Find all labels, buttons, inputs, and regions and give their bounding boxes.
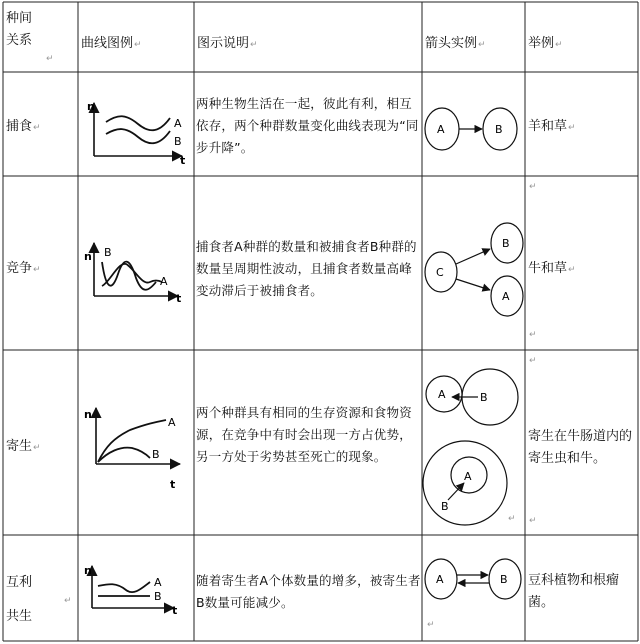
node-label-b: B	[495, 123, 503, 136]
node-label-a: A	[436, 573, 444, 586]
para-mark: ↵	[427, 620, 435, 630]
node-label-a: A	[502, 290, 510, 303]
row-1-example: 羊和草↵	[528, 119, 576, 134]
arrow-example-row-3	[423, 369, 518, 525]
row-4-relation: 互利共生	[6, 575, 33, 624]
row-2-description: 捕食者A种群的数量和被捕食者B种群的数量呈周期性波动，且捕食者数量高峰变动滞后于被捕食者。	[196, 239, 417, 298]
curve-label-b: B	[104, 246, 112, 259]
curve-label-b: B	[152, 448, 160, 461]
para-mark: ↵	[529, 516, 537, 526]
row-1-relation: 捕食↵	[6, 119, 41, 134]
row-2-example: 牛和草↵	[528, 261, 576, 276]
curve-label-a: A	[160, 275, 168, 288]
node-label-b: B	[500, 573, 508, 586]
curve-label-b: B	[154, 590, 162, 603]
node-label-b: B	[502, 237, 510, 250]
node-label-a: A	[464, 470, 472, 483]
row-3-example: 寄生在牛肠道内的寄生虫和牛。	[528, 429, 633, 466]
row-2-relation: 竞争↵	[6, 261, 41, 276]
axis-label-t: t	[180, 154, 186, 167]
axis-label-t: t	[170, 478, 176, 491]
row-4-example: 豆科植物和根瘤菌。	[528, 573, 620, 610]
curve-label-a: A	[174, 117, 182, 130]
para-mark: ↵	[508, 514, 516, 524]
para-mark: ↵	[529, 356, 537, 366]
axis-label-t: t	[176, 292, 182, 305]
node-label-a: A	[438, 388, 446, 401]
axis-label-n: n	[84, 250, 92, 263]
para-mark: ↵	[46, 54, 54, 64]
para-mark: ↵	[529, 330, 537, 340]
para-mark: ↵	[64, 596, 72, 606]
axis-label-n: n	[84, 564, 92, 577]
node-label-b: B	[480, 391, 488, 404]
arrow-example-row-2	[425, 223, 523, 316]
para-mark: ↵	[529, 182, 537, 192]
header-description: 图示说明↵	[197, 36, 258, 51]
node-label-b: B	[441, 500, 449, 513]
curve-graph-row-4	[84, 564, 177, 617]
header-relation: 种间关系	[6, 11, 33, 48]
curve-graph-row-1	[87, 100, 185, 167]
node-label-c: C	[436, 266, 444, 279]
row-3-relation: 寄生↵	[6, 439, 41, 454]
header-curve: 曲线图例↵	[81, 36, 142, 51]
axis-label-n: n	[84, 408, 92, 421]
curve-label-b: B	[174, 135, 182, 148]
row-4-description: 随着寄生者A个体数量的增多，被寄生者B数量可能减少。	[196, 573, 421, 610]
curve-label-a: A	[154, 576, 162, 589]
node-label-a: A	[437, 123, 445, 136]
curve-label-a: A	[168, 416, 176, 429]
axis-label-n: n	[87, 100, 95, 113]
row-1-description: 两种生物生活在一起，彼此有利，相互依存，两个种群数量变化曲线表现为“同步升降”。	[196, 96, 419, 155]
arrow-example-row-1	[425, 108, 517, 150]
curve-graph-row-2	[84, 243, 181, 305]
header-example: 举例↵	[528, 36, 563, 51]
curve-graph-row-3	[84, 408, 180, 491]
row-3-description: 两个种群具有相同的生存资源和食物资源，在竞争中有时会出现一方占优势，另一方处于劣势甚至死亡的现象。	[196, 405, 412, 464]
arrow-example-row-4	[425, 559, 521, 599]
axis-label-t: t	[172, 604, 178, 617]
header-arrow-example: 箭头实例↵	[425, 36, 486, 51]
